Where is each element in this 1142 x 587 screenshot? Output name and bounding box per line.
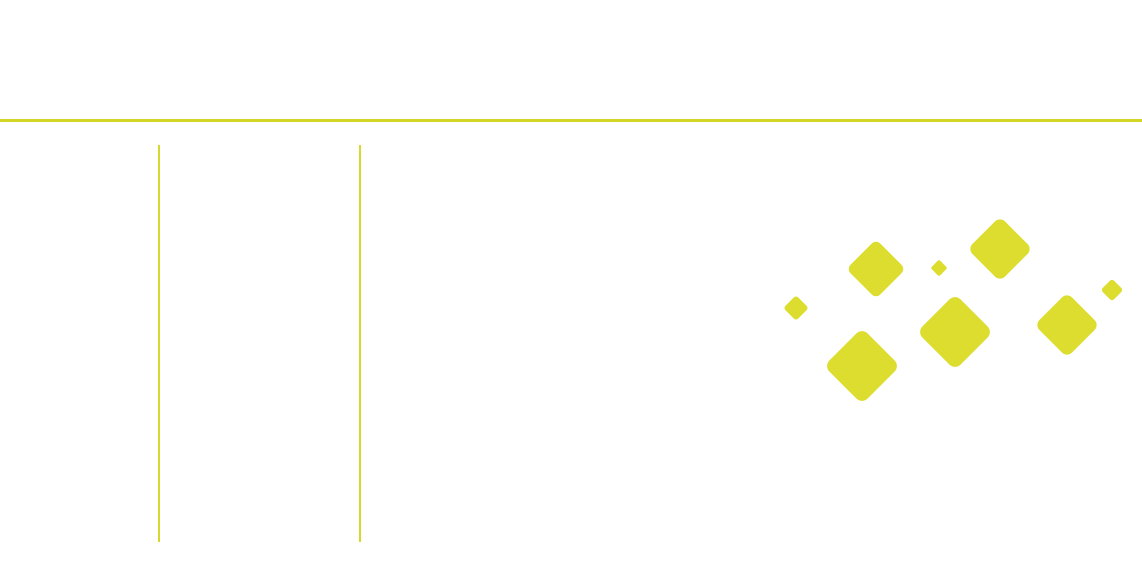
diamond-7 (1034, 292, 1099, 357)
column-divider-2 (359, 145, 361, 542)
diamond-4 (783, 295, 808, 320)
diamond-6 (917, 294, 993, 370)
diamond-3 (967, 216, 1032, 281)
gift-box-icon (770, 200, 1142, 585)
column-divider-1 (158, 145, 160, 542)
diamond-1 (846, 239, 905, 298)
diamond-2 (931, 260, 948, 277)
diamond-8 (824, 328, 900, 404)
header-divider (0, 119, 1142, 122)
diamond-5 (1101, 279, 1124, 302)
